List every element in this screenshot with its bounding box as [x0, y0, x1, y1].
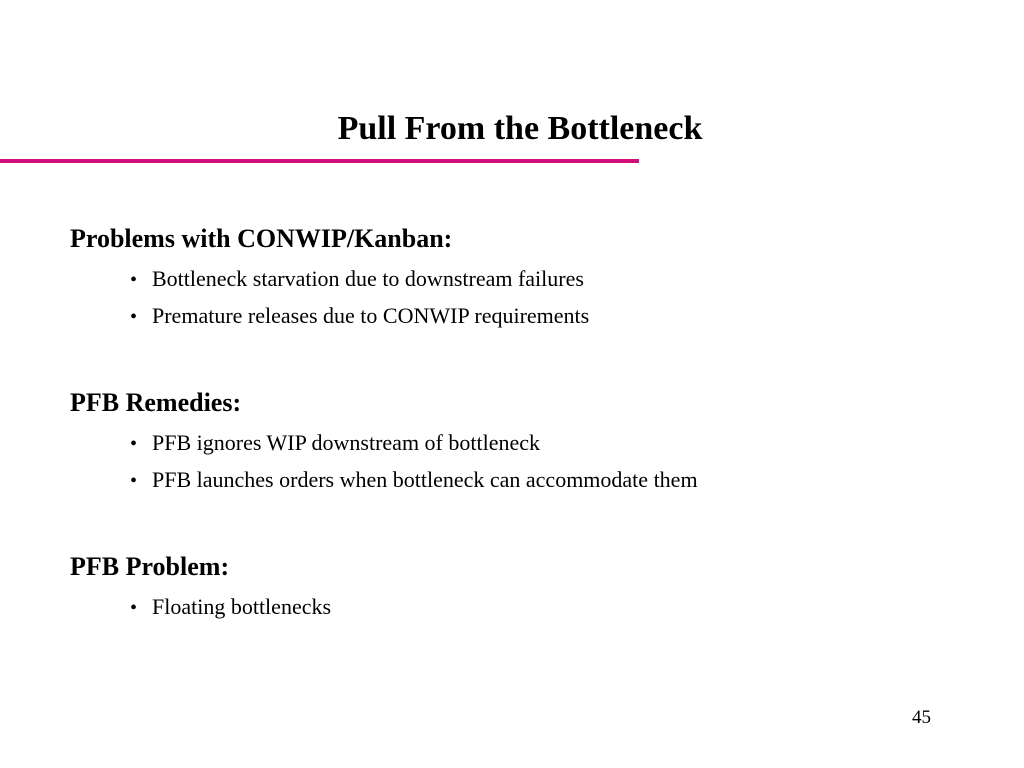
bullet-item — [130, 593, 331, 622]
bullet-icon: • — [130, 433, 138, 455]
section-heading-problems: Problems with CONWIP/Kanban: — [70, 224, 453, 253]
bullet-text: Bottleneck starvation due to downstream failures — [152, 266, 584, 291]
title-underline — [0, 159, 639, 163]
bullet-text: Premature releases due to CONWIP requirements — [152, 303, 590, 328]
page-number: 45 — [912, 707, 931, 728]
bullet-icon: • — [130, 597, 138, 619]
bullet-text: Floating bottlenecks — [152, 594, 332, 619]
slide-title: Pull From the Bottleneck — [337, 110, 703, 147]
bullet-icon: • — [130, 470, 138, 492]
bullet-text: PFB ignores WIP downstream of bottleneck — [152, 430, 541, 455]
bullet-item — [130, 302, 589, 331]
bullet-item — [130, 265, 584, 294]
bullet-icon: • — [130, 306, 138, 328]
section-heading-problem: PFB Problem: — [70, 552, 230, 581]
bullet-text: PFB launches orders when bottleneck can accommodate them — [152, 467, 698, 492]
bullet-icon: • — [130, 269, 138, 291]
bullet-item — [130, 429, 540, 458]
section-heading-remedies: PFB Remedies: — [70, 388, 242, 417]
bullet-item — [130, 466, 698, 495]
